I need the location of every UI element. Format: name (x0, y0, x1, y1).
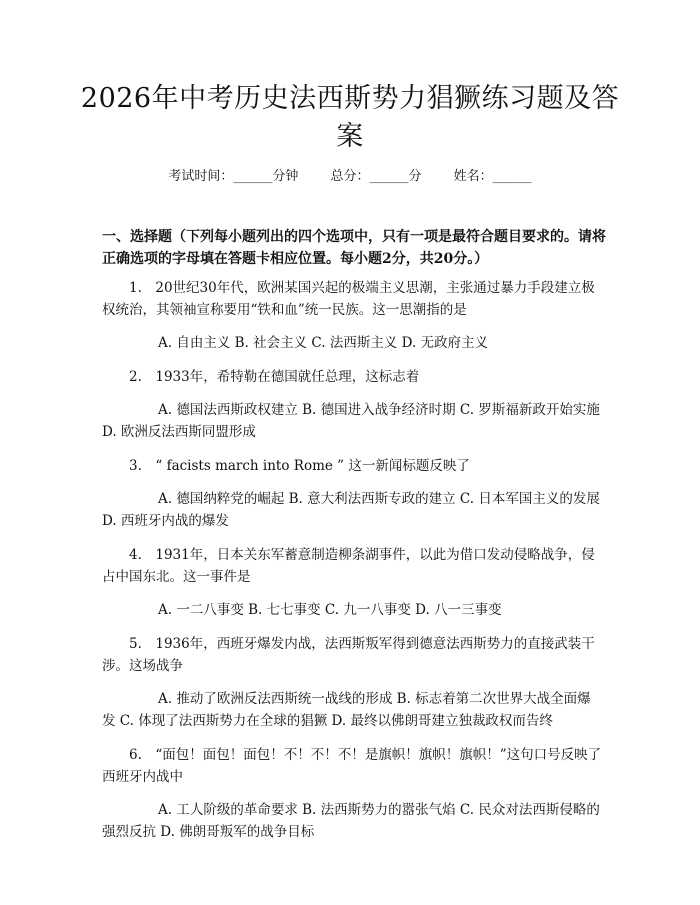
question-list (102, 277, 602, 843)
question-stem: 6. “面包！面包！面包！不！不！不！是旗帜！旗帜！旗帜！”这句口号反映了西班牙内战中 (102, 747, 602, 785)
question-stem: 5. 1936年，西班牙爆发内战，法西斯叛军得到德意法西斯势力的直接武装干涉。这场战争 (102, 636, 595, 674)
name-field: 姓名：______ (453, 169, 532, 184)
question-options: A. 德国纳粹党的崛起 B. 意大利法西斯专政的建立 C. 日本军国主义的发展 D. 西班牙内战的爆发 (102, 491, 600, 529)
question-item (102, 277, 602, 354)
exam-meta (0, 168, 700, 186)
question-options: A. 自由主义 B. 社会主义 C. 法西斯主义 D. 无政府主义 (158, 335, 489, 351)
question-item (102, 744, 602, 843)
question-stem: 4. 1931年，日本关东军蓄意制造柳条湖事件，以此为借口发动侵略战争，侵占中国东北。这一事件是 (102, 547, 595, 585)
section-heading: 一、选择题（下列每小题列出的四个选项中，只有一项是最符合题目要求的。请将正确选项的字母填在答题卡相应位置。每小题2分，共20分。） (102, 229, 606, 267)
total-score-field: 总分：______分 (330, 169, 422, 184)
exam-time-field: 考试时间：______分钟 (168, 169, 299, 184)
question-options: A. 德国法西斯政权建立 B. 德国进入战争经济时期 C. 罗斯福新政开始实施 D. 欧洲反法西斯同盟形成 (102, 402, 600, 440)
question-stem: 2. 1933年，希特勒在德国就任总理，这标志着 (129, 369, 420, 385)
question-options: A. 工人阶级的革命要求 B. 法西斯势力的嚣张气焰 C. 民众对法西斯侵略的强烈反抗 D. 佛朗哥叛军的战争目标 (102, 802, 600, 840)
question-stem: 3. “ facists march into Rome ” 这一新闻标题反映了 (129, 458, 470, 474)
document-title: 2026年中考历史法西斯势力猖獗练习题及答案 (80, 83, 620, 152)
question-stem: 1. 20世纪30年代，欧洲某国兴起的极端主义思潮，主张通过暴力手段建立极权统治，其领袖宣称要用“铁和血”统一民族。这一思潮指的是 (102, 280, 595, 318)
question-options: A. 一二八事变 B. 七七事变 C. 九一八事变 D. 八一三事变 (158, 602, 502, 618)
question-item (102, 633, 602, 732)
question-item (102, 366, 602, 443)
question-item (102, 455, 602, 532)
question-options: A. 推动了欧洲反法西斯统一战线的形成 B. 标志着第二次世界大战全面爆发 C. 体现了法西斯势力在全球的猖獗 D. 最终以佛朗哥建立独裁政权而告终 (102, 691, 591, 729)
question-item (102, 544, 602, 621)
